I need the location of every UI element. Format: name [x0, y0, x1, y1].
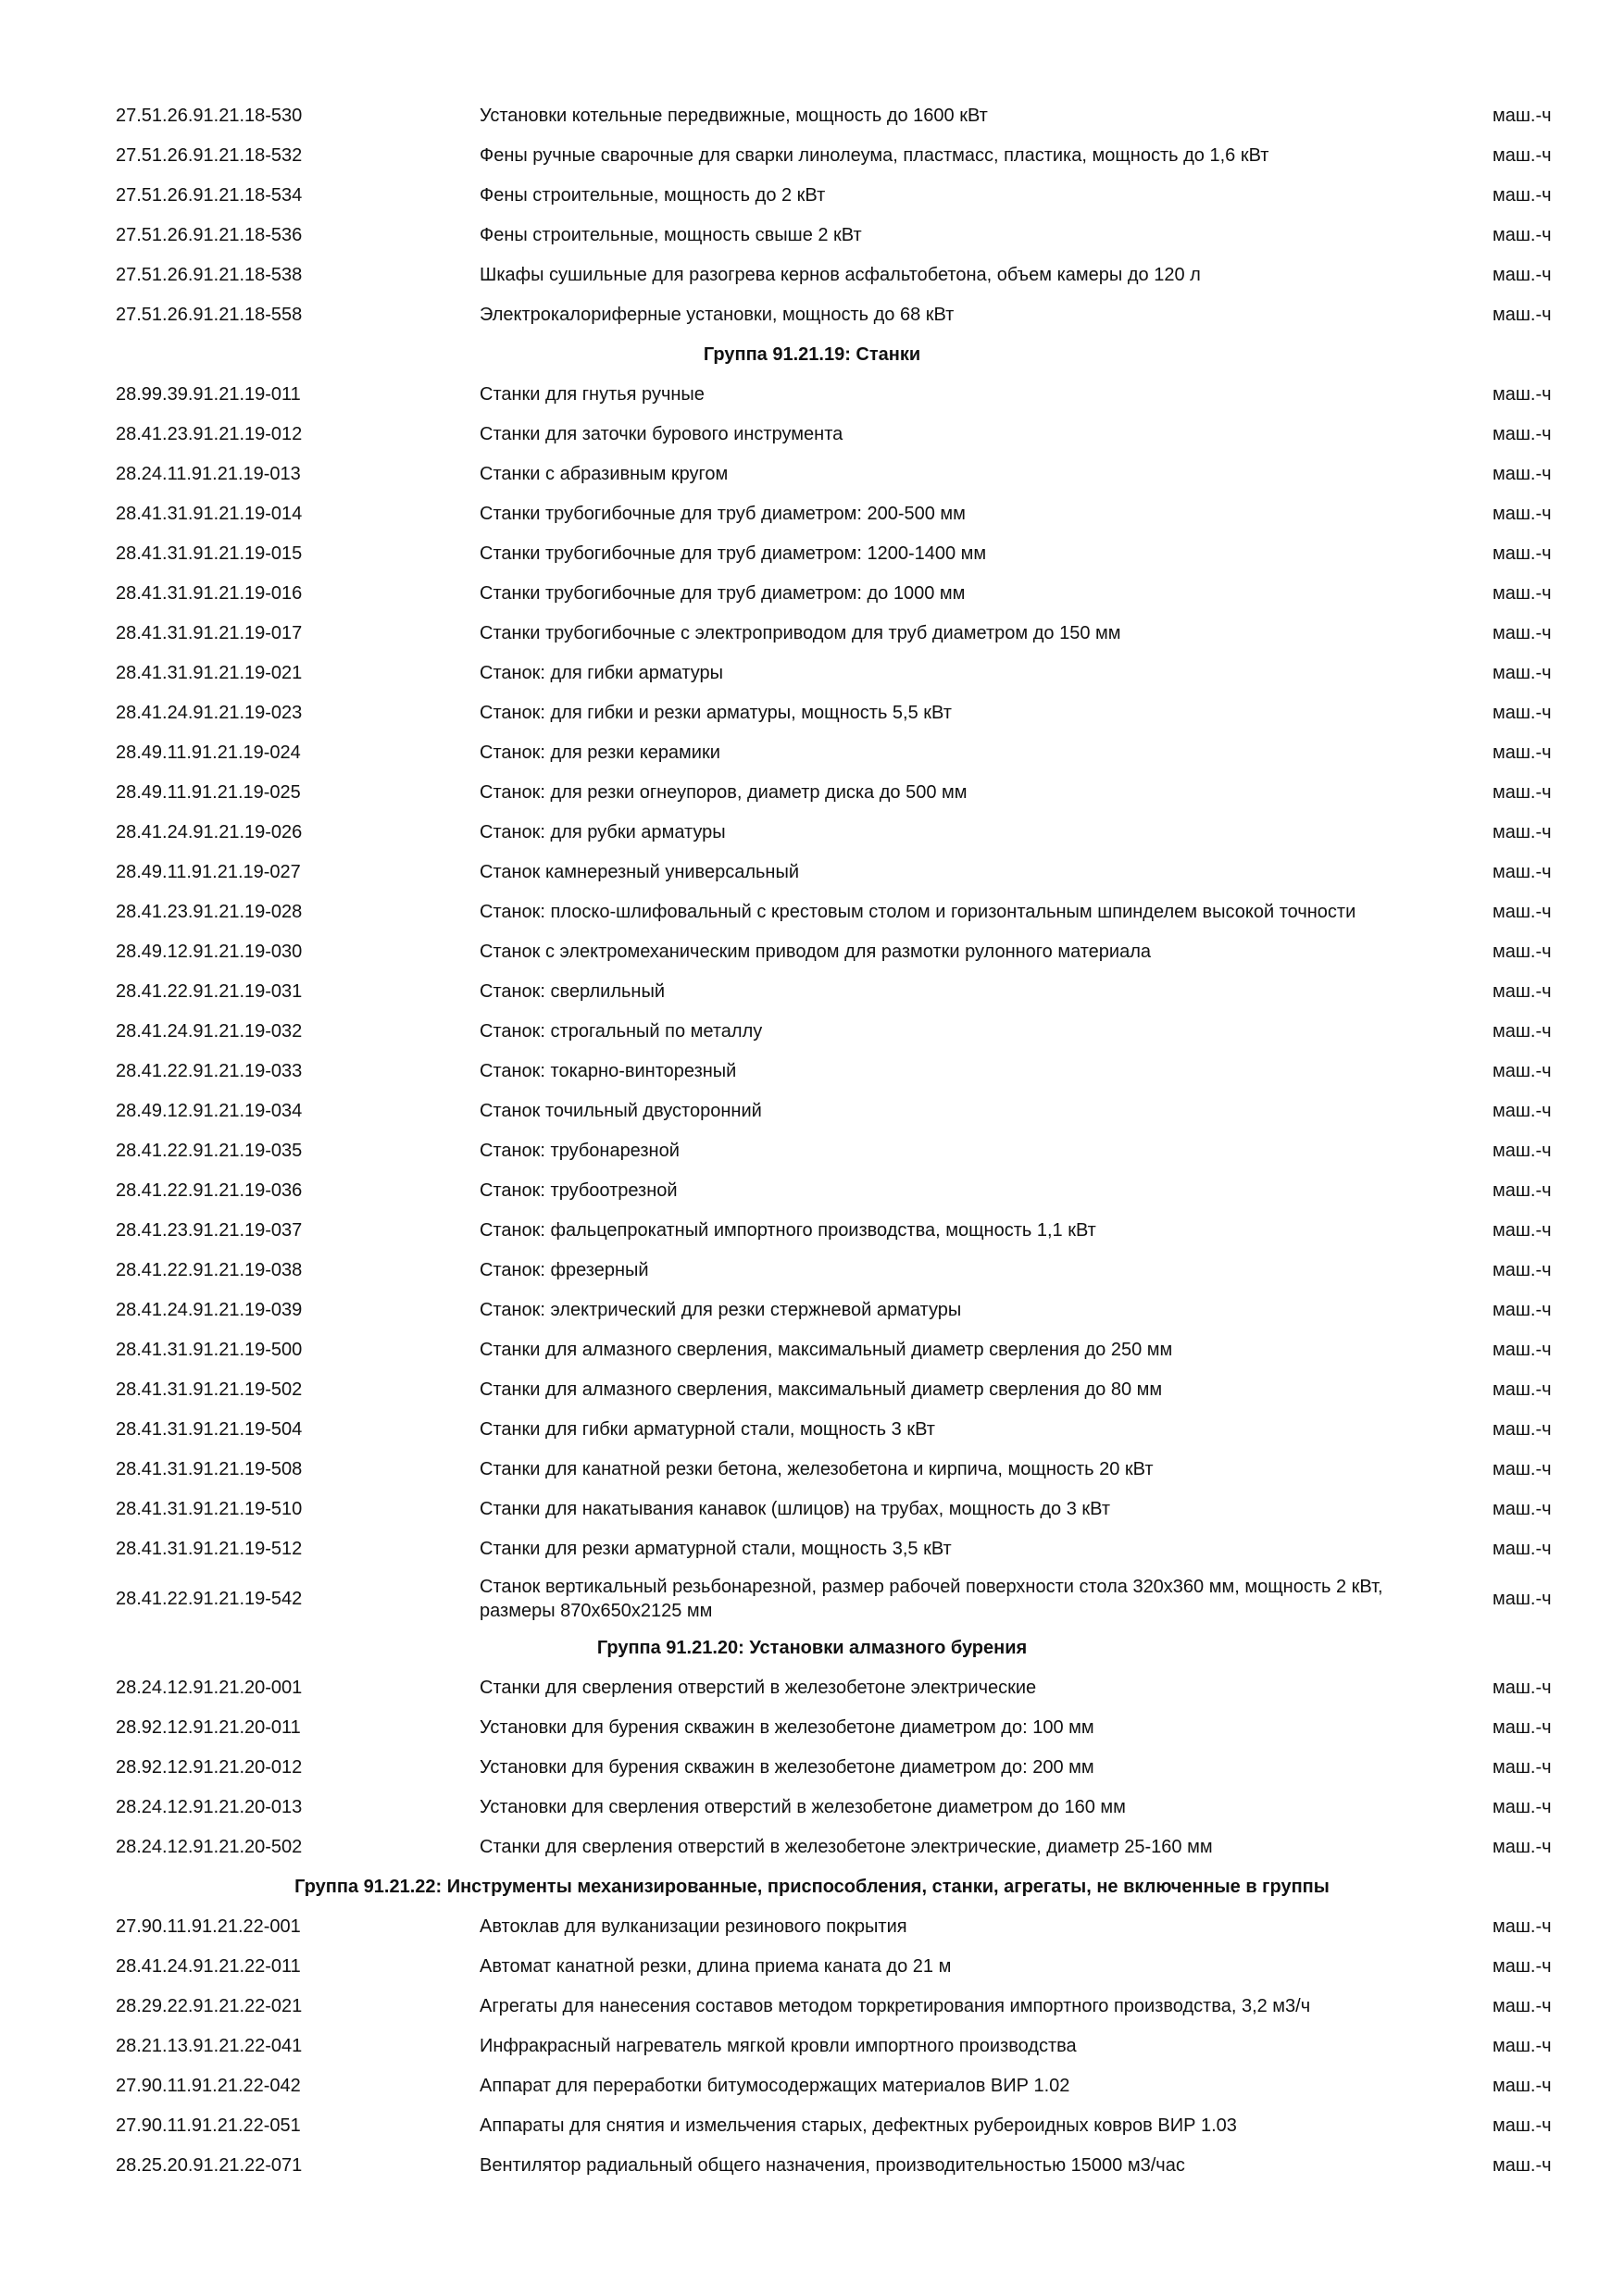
- resource-name: Инфракрасный нагреватель мягкой кровли импортного производства: [480, 2036, 1077, 2056]
- table-row: [0, 1092, 1624, 1131]
- resource-code: 28.41.31.91.21.19-015: [116, 543, 303, 564]
- table-row: [0, 176, 1624, 216]
- resource-unit: маш.-ч: [1493, 1797, 1552, 1817]
- table-row: [0, 853, 1624, 892]
- resource-unit: маш.-ч: [1493, 2036, 1552, 2056]
- resource-name: Станок: для резки огнеупоров, диаметр диска до 500 мм: [480, 782, 968, 803]
- table-row: [0, 1052, 1624, 1092]
- resource-code: 28.41.24.91.21.22-011: [116, 1956, 301, 1977]
- resource-unit: маш.-ч: [1493, 583, 1552, 604]
- table-row: [0, 1211, 1624, 1251]
- resource-code: 28.41.22.91.21.19-542: [116, 1589, 303, 1609]
- resource-name: Станок: для гибки и резки арматуры, мощность 5,5 кВт: [480, 703, 952, 723]
- resource-name: Станок: для рубки арматуры: [480, 822, 726, 842]
- table-row: [0, 1450, 1624, 1490]
- resource-unit: маш.-ч: [1493, 543, 1552, 564]
- table-row: [0, 2146, 1624, 2186]
- resource-code: 28.49.12.91.21.19-030: [116, 942, 303, 962]
- resource-code: 28.29.22.91.21.22-021: [116, 1996, 303, 2016]
- resource-name: Электрокалориферные установки, мощность до 68 кВт: [480, 305, 955, 325]
- resource-unit: маш.-ч: [1493, 742, 1552, 763]
- table-row: [0, 654, 1624, 693]
- resource-name: Установки для сверления отверстий в железобетоне диаметром до 160 мм: [480, 1797, 1126, 1817]
- resource-name: Станки с абразивным кругом: [480, 464, 729, 484]
- resource-name: Установки для бурения скважин в железобетоне диаметром до: 200 мм: [480, 1757, 1094, 1778]
- resource-unit: маш.-ч: [1493, 305, 1552, 325]
- resource-name: Станок вертикальный резьбонарезной, размер рабочей поверхности стола 320х360 мм, мощность 2 кВт, размеры 870х650х2125 мм: [480, 1577, 1383, 1621]
- resource-unit: маш.-ч: [1493, 1141, 1552, 1161]
- resource-unit: маш.-ч: [1493, 1717, 1552, 1738]
- resource-name: Станки для накатывания канавок (шлицов) на трубах, мощность до 3 кВт: [480, 1499, 1110, 1519]
- resource-unit: маш.-ч: [1493, 1837, 1552, 1857]
- resource-table: [0, 96, 1624, 2186]
- resource-code: 28.92.12.91.21.20-011: [116, 1717, 301, 1738]
- resource-code: 28.41.31.91.21.19-014: [116, 504, 303, 524]
- table-row: [0, 693, 1624, 733]
- resource-unit: маш.-ч: [1493, 1260, 1552, 1280]
- resource-code: 27.51.26.91.21.18-536: [116, 225, 303, 245]
- resource-name: Вентилятор радиальный общего назначения, производительностью 15000 м3/час: [480, 2155, 1185, 2176]
- resource-unit: маш.-ч: [1493, 1021, 1552, 1042]
- table-row: [0, 136, 1624, 176]
- resource-unit: маш.-ч: [1493, 185, 1552, 206]
- table-row: [0, 1251, 1624, 1291]
- table-row: [0, 1569, 1624, 1628]
- resource-code: 27.51.26.91.21.18-538: [116, 265, 303, 285]
- resource-code: 28.49.11.91.21.19-027: [116, 862, 301, 882]
- table-row: [0, 1708, 1624, 1748]
- resource-name: Станок: строгальный по металлу: [480, 1021, 763, 1042]
- resource-unit: маш.-ч: [1493, 1419, 1552, 1440]
- group-heading: Группа 91.21.22: Инструменты механизированные, приспособления, станки, агрегаты, не включенные в группы: [294, 1877, 1330, 1897]
- table-row: [0, 534, 1624, 574]
- table-row: [0, 972, 1624, 1012]
- resource-code: 28.41.31.91.21.19-502: [116, 1379, 303, 1400]
- resource-code: 27.51.26.91.21.18-532: [116, 145, 303, 166]
- resource-unit: маш.-ч: [1493, 1757, 1552, 1778]
- resource-name: Станки для алмазного сверления, максимальный диаметр сверления до 250 мм: [480, 1340, 1173, 1360]
- resource-name: Станок камнерезный универсальный: [480, 862, 799, 882]
- resource-code: 27.90.11.91.21.22-051: [116, 2115, 301, 2136]
- resource-code: 28.41.22.91.21.19-031: [116, 981, 303, 1002]
- table-row: [0, 1947, 1624, 1987]
- resource-code: 28.49.11.91.21.19-025: [116, 782, 301, 803]
- table-row: [0, 2027, 1624, 2066]
- table-row: [0, 256, 1624, 295]
- table-row: [0, 1410, 1624, 1450]
- resource-code: 28.41.22.91.21.19-033: [116, 1061, 303, 1081]
- resource-name: Агрегаты для нанесения составов методом торкретирования импортного производства, 3,2 м3/ч: [480, 1996, 1311, 2016]
- resource-name: Станок точильный двусторонний: [480, 1101, 762, 1121]
- table-row: [0, 96, 1624, 136]
- resource-unit: маш.-ч: [1493, 1340, 1552, 1360]
- resource-name: Станок: фрезерный: [480, 1260, 649, 1280]
- table-row: [0, 2066, 1624, 2106]
- resource-unit: маш.-ч: [1493, 862, 1552, 882]
- resource-code: 28.41.31.91.21.19-512: [116, 1539, 303, 1559]
- resource-unit: маш.-ч: [1493, 1300, 1552, 1320]
- resource-unit: маш.-ч: [1493, 623, 1552, 643]
- table-row: [0, 1788, 1624, 1828]
- table-row: [0, 733, 1624, 773]
- resource-unit: маш.-ч: [1493, 782, 1552, 803]
- resource-unit: маш.-ч: [1493, 1589, 1552, 1609]
- resource-name: Станки для резки арматурной стали, мощность 3,5 кВт: [480, 1539, 952, 1559]
- table-row: [0, 1012, 1624, 1052]
- resource-code: 28.41.31.91.21.19-504: [116, 1419, 303, 1440]
- resource-name: Станки трубогибочные с электроприводом для труб диаметром до 150 мм: [480, 623, 1121, 643]
- resource-code: 28.41.23.91.21.19-028: [116, 902, 303, 922]
- resource-code: 27.51.26.91.21.18-534: [116, 185, 303, 206]
- resource-code: 28.24.12.91.21.20-013: [116, 1797, 303, 1817]
- resource-name: Шкафы сушильные для разогрева кернов асфальтобетона, объем камеры до 120 л: [480, 265, 1201, 285]
- resource-code: 28.41.23.91.21.19-037: [116, 1220, 303, 1241]
- table-row: [0, 216, 1624, 256]
- table-row: [0, 455, 1624, 494]
- resource-code: 28.41.24.91.21.19-039: [116, 1300, 303, 1320]
- resource-name: Станок с электромеханическим приводом для размотки рулонного материала: [480, 942, 1152, 962]
- resource-unit: маш.-ч: [1493, 106, 1552, 126]
- resource-code: 28.41.22.91.21.19-036: [116, 1180, 303, 1201]
- resource-code: 28.41.22.91.21.19-038: [116, 1260, 303, 1280]
- resource-unit: маш.-ч: [1493, 942, 1552, 962]
- resource-name: Станок: плоско-шлифовальный с крестовым столом и горизонтальным шпинделем высокой точности: [480, 902, 1356, 922]
- table-row: [0, 574, 1624, 614]
- resource-name: Установки котельные передвижные, мощность до 1600 кВт: [480, 106, 988, 126]
- resource-code: 28.41.24.91.21.19-026: [116, 822, 303, 842]
- resource-unit: маш.-ч: [1493, 145, 1552, 166]
- resource-code: 28.24.11.91.21.19-013: [116, 464, 301, 484]
- resource-unit: маш.-ч: [1493, 1499, 1552, 1519]
- resource-unit: маш.-ч: [1493, 703, 1552, 723]
- resource-name: Станок: трубоотрезной: [480, 1180, 678, 1201]
- resource-unit: маш.-ч: [1493, 384, 1552, 405]
- resource-code: 28.49.11.91.21.19-024: [116, 742, 301, 763]
- resource-unit: маш.-ч: [1493, 1061, 1552, 1081]
- resource-unit: маш.-ч: [1493, 504, 1552, 524]
- table-row: [0, 1171, 1624, 1211]
- table-row: [0, 1370, 1624, 1410]
- resource-code: 28.41.31.91.21.19-500: [116, 1340, 303, 1360]
- resource-name: Фены строительные, мощность свыше 2 кВт: [480, 225, 862, 245]
- resource-name: Фены ручные сварочные для сварки линолеума, пластмасс, пластика, мощность до 1,6 кВт: [480, 145, 1269, 166]
- resource-unit: маш.-ч: [1493, 1459, 1552, 1479]
- resource-name: Станки для заточки бурового инструмента: [480, 424, 843, 444]
- table-row: [0, 1668, 1624, 1708]
- resource-name: Станок: электрический для резки стержневой арматуры: [480, 1300, 962, 1320]
- resource-unit: маш.-ч: [1493, 2115, 1552, 2136]
- resource-unit: маш.-ч: [1493, 2076, 1552, 2096]
- resource-code: 28.41.31.91.21.19-017: [116, 623, 303, 643]
- resource-code: 28.99.39.91.21.19-011: [116, 384, 301, 405]
- resource-unit: маш.-ч: [1493, 981, 1552, 1002]
- resource-unit: маш.-ч: [1493, 1220, 1552, 1241]
- resource-name: Станок: фальцепрокатный импортного производства, мощность 1,1 кВт: [480, 1220, 1096, 1241]
- resource-name: Установки для бурения скважин в железобетоне диаметром до: 100 мм: [480, 1717, 1094, 1738]
- table-row: [0, 1490, 1624, 1529]
- resource-code: 28.25.20.91.21.22-071: [116, 2155, 303, 2176]
- resource-code: 27.51.26.91.21.18-530: [116, 106, 303, 126]
- resource-name: Станок: для гибки арматуры: [480, 663, 723, 683]
- resource-code: 28.41.31.91.21.19-021: [116, 663, 303, 683]
- resource-unit: маш.-ч: [1493, 464, 1552, 484]
- table-row: [0, 1131, 1624, 1171]
- table-row: [0, 1291, 1624, 1330]
- resource-name: Аппарат для переработки битумосодержащих материалов ВИР 1.02: [480, 2076, 1070, 2096]
- resource-name: Станок: токарно-винторезный: [480, 1061, 737, 1081]
- resource-code: 27.90.11.91.21.22-001: [116, 1916, 301, 1937]
- resource-name: Станки трубогибочные для труб диаметром: 1200-1400 мм: [480, 543, 987, 564]
- resource-name: Станок: для резки керамики: [480, 742, 720, 763]
- resource-unit: маш.-ч: [1493, 1678, 1552, 1698]
- resource-unit: маш.-ч: [1493, 225, 1552, 245]
- resource-name: Станок: трубонарезной: [480, 1141, 680, 1161]
- resource-unit: маш.-ч: [1493, 265, 1552, 285]
- resource-name: Станки для канатной резки бетона, железобетона и кирпича, мощность 20 кВт: [480, 1459, 1154, 1479]
- table-row: [0, 614, 1624, 654]
- group-heading: Группа 91.21.20: Установки алмазного бурения: [596, 1638, 1028, 1658]
- resource-code: 28.41.24.91.21.19-032: [116, 1021, 303, 1042]
- resource-unit: маш.-ч: [1493, 1996, 1552, 2016]
- resource-name: Станки трубогибочные для труб диаметром: до 1000 мм: [480, 583, 966, 604]
- resource-code: 28.41.31.91.21.19-510: [116, 1499, 303, 1519]
- resource-unit: маш.-ч: [1493, 1379, 1552, 1400]
- table-row: [0, 1828, 1624, 1867]
- resource-name: Станки для сверления отверстий в железобетоне электрические: [480, 1678, 1037, 1698]
- table-row: [0, 2106, 1624, 2146]
- group-heading: Группа 91.21.19: Станки: [703, 344, 921, 365]
- resource-name: Фены строительные, мощность до 2 кВт: [480, 185, 826, 206]
- resource-code: 28.41.24.91.21.19-023: [116, 703, 303, 723]
- table-row: [0, 892, 1624, 932]
- table-row: [0, 773, 1624, 813]
- resource-unit: маш.-ч: [1493, 424, 1552, 444]
- resource-unit: маш.-ч: [1493, 822, 1552, 842]
- resource-name: Станки трубогибочные для труб диаметром: 200-500 мм: [480, 504, 966, 524]
- resource-unit: маш.-ч: [1493, 1180, 1552, 1201]
- resource-code: 28.41.31.91.21.19-508: [116, 1459, 303, 1479]
- table-row: [0, 1907, 1624, 1947]
- resource-name: Станок: сверлильный: [480, 981, 666, 1002]
- resource-code: 27.51.26.91.21.18-558: [116, 305, 303, 325]
- table-row: [0, 295, 1624, 335]
- resource-unit: маш.-ч: [1493, 1916, 1552, 1937]
- table-row: [0, 494, 1624, 534]
- resource-code: 28.92.12.91.21.20-012: [116, 1757, 303, 1778]
- resource-code: 28.49.12.91.21.19-034: [116, 1101, 303, 1121]
- resource-code: 28.41.22.91.21.19-035: [116, 1141, 303, 1161]
- resource-code: 28.24.12.91.21.20-001: [116, 1678, 303, 1698]
- resource-unit: маш.-ч: [1493, 902, 1552, 922]
- resource-name: Станки для алмазного сверления, максимальный диаметр сверления до 80 мм: [480, 1379, 1163, 1400]
- table-row: [0, 932, 1624, 972]
- resource-code: 28.41.31.91.21.19-016: [116, 583, 303, 604]
- resource-name: Станки для сверления отверстий в железобетоне электрические, диаметр 25-160 мм: [480, 1837, 1213, 1857]
- resource-name: Автомат канатной резки, длина приема каната до 21 м: [480, 1956, 952, 1977]
- table-row: [0, 1987, 1624, 2027]
- table-row: [0, 1529, 1624, 1569]
- table-row: [0, 1330, 1624, 1370]
- resource-unit: маш.-ч: [1493, 1956, 1552, 1977]
- resource-name: Аппараты для снятия и измельчения старых, дефектных рубероидных ковров ВИР 1.03: [480, 2115, 1237, 2136]
- table-row: [0, 415, 1624, 455]
- resource-name: Станки для гнутья ручные: [480, 384, 705, 405]
- resource-code: 28.24.12.91.21.20-502: [116, 1837, 303, 1857]
- resource-unit: маш.-ч: [1493, 1101, 1552, 1121]
- resource-name: Автоклав для вулканизации резинового покрытия: [480, 1916, 907, 1937]
- resource-unit: маш.-ч: [1493, 663, 1552, 683]
- table-row: [0, 813, 1624, 853]
- resource-code: 28.21.13.91.21.22-041: [116, 2036, 303, 2056]
- resource-unit: маш.-ч: [1493, 1539, 1552, 1559]
- table-row: [0, 1748, 1624, 1788]
- resource-code: 28.41.23.91.21.19-012: [116, 424, 303, 444]
- table-row: [0, 375, 1624, 415]
- resource-code: 27.90.11.91.21.22-042: [116, 2076, 301, 2096]
- resource-name: Станки для гибки арматурной стали, мощность 3 кВт: [480, 1419, 935, 1440]
- resource-unit: маш.-ч: [1493, 2155, 1552, 2176]
